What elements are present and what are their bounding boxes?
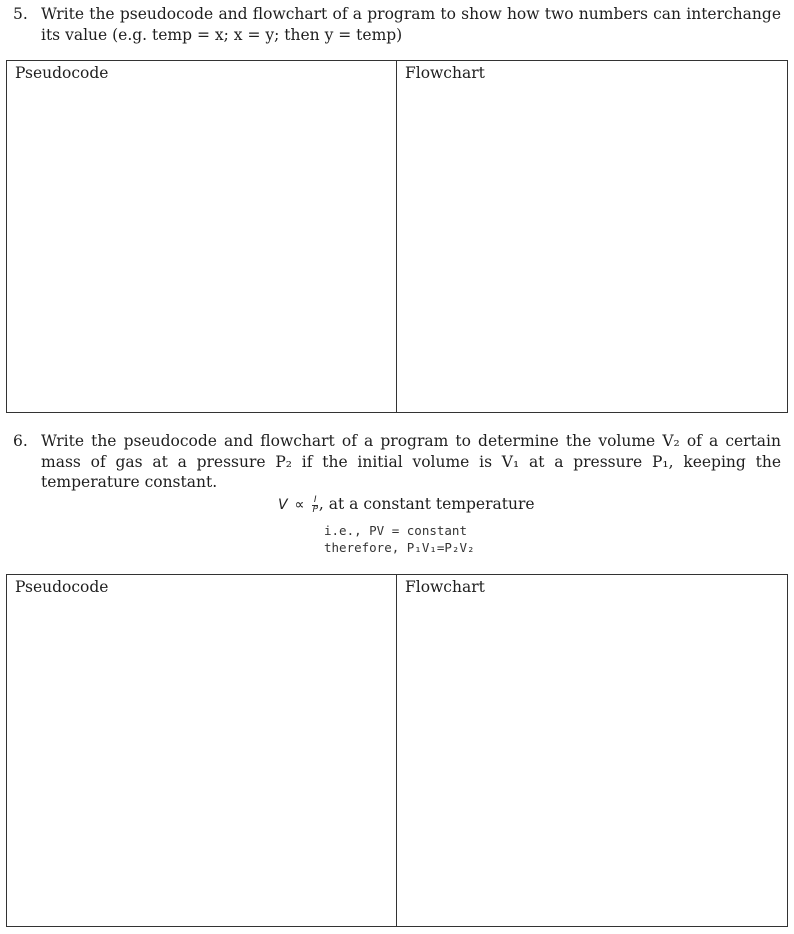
answer-table-6 (6, 574, 788, 927)
fraction-numerator: I (313, 494, 317, 505)
pseudocode-label: Pseudocode (15, 578, 109, 596)
fraction-denominator: P (312, 504, 318, 515)
question-text: Write the pseudocode and flowchart of a program to show how two numbers can interchange its value (e.g. temp = x; x = y; then y = temp) (41, 5, 781, 44)
question-number: 6. (13, 432, 28, 450)
formula-line-2: therefore, P₁V₁=P₂V₂ (324, 540, 475, 555)
question-text: Write the pseudocode and flowchart of a program to determine the volume V₂ of a certain mass of gas at a pressure P₂ if the initial volume is V₁ at a pressure P₁, keeping the temperature constant. (41, 432, 781, 491)
answer-table-5 (6, 60, 788, 413)
flowchart-cell[interactable] (397, 61, 787, 412)
flowchart-label: Flowchart (405, 578, 485, 596)
flowchart-cell[interactable] (397, 575, 787, 926)
proportional-symbol: ∝ (294, 497, 305, 513)
question-5 (13, 4, 781, 45)
question-number: 5. (13, 5, 28, 23)
flowchart-label: Flowchart (405, 64, 485, 82)
pseudocode-cell[interactable] (7, 575, 397, 926)
proportionality-formula (278, 494, 535, 515)
formula-line-1: i.e., PV = constant (324, 523, 467, 538)
question-6 (13, 431, 781, 493)
formula-fraction (312, 496, 317, 515)
pseudocode-cell[interactable] (7, 61, 397, 412)
formula-suffix: , at a constant temperature (318, 495, 535, 513)
formula-lhs: V (278, 497, 288, 513)
pseudocode-label: Pseudocode (15, 64, 109, 82)
